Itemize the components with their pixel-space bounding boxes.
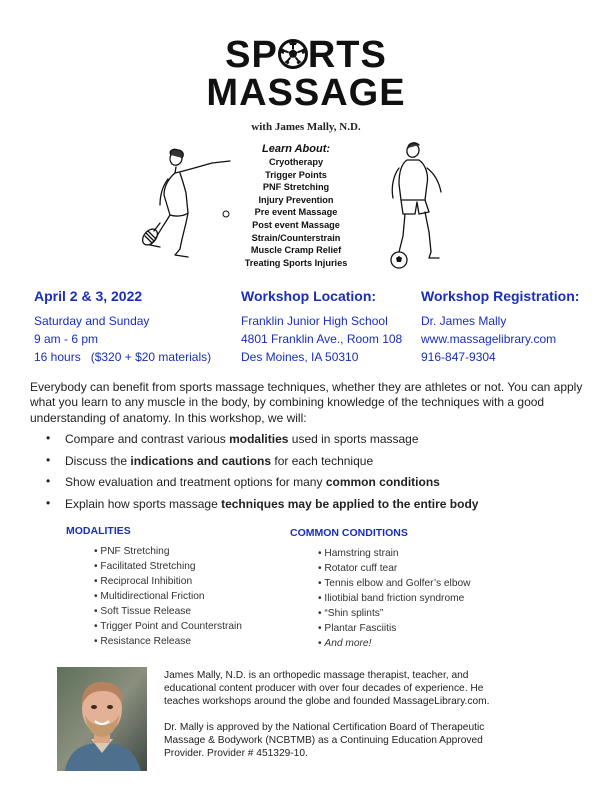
list-item: • Resistance Release xyxy=(94,636,192,647)
registration-phone: 916-847-9304 xyxy=(421,350,496,364)
location-heading: Workshop Location: xyxy=(241,288,377,304)
learn-topic: Trigger Points xyxy=(265,169,327,180)
registration-column xyxy=(421,288,601,366)
registration-heading: Workshop Registration: xyxy=(421,288,580,304)
list-item: • Iliotibial band friction syndrome xyxy=(318,593,465,604)
list-item: • Explain how sports massage techniques may be applied to the entire body xyxy=(46,495,479,511)
bullet-dot-icon: • xyxy=(46,452,51,467)
list-item: • PNF Stretching xyxy=(94,546,170,557)
registration-website-link[interactable]: www.massagelibrary.com xyxy=(421,332,557,346)
learn-about-heading: Learn About: xyxy=(261,143,331,155)
learn-topic: Strain/Counterstrain xyxy=(251,232,341,243)
bullet-dot-icon: • xyxy=(46,495,51,510)
location-line: 4801 Franklin Ave., Room 108 xyxy=(241,332,403,346)
learn-topic: Treating Sports Injuries xyxy=(244,257,348,268)
bullet-dot-icon: • xyxy=(46,474,51,488)
list-item: • Plantar Fasciitis xyxy=(318,623,397,634)
list-item: • “Shin splints” xyxy=(318,608,384,619)
bio-paragraph: James Mally, N.D. is an orthopedic massage therapist, teacher, and educational content producer with over four decades of experience. He teaches workshops around the globe and founded MassageLibrary.com. xyxy=(164,670,490,707)
soccer-ball-icon xyxy=(278,36,308,66)
dates-line: 9 am - 6 pm xyxy=(34,332,99,346)
list-item: • Facilitated Stretching xyxy=(94,561,196,572)
dates-line: Saturday and Sunday xyxy=(34,314,150,328)
conditions-section xyxy=(290,527,530,651)
list-item: • Show evaluation and treatment options for many common conditions xyxy=(46,474,440,489)
bio-paragraph: Dr. Mally is approved by the National Certification Board of Therapeutic Massage & Bodywork (NCBTMB) as a Continuing Education Approved Provider. Provider # 451329-10. xyxy=(164,722,485,759)
soccer-player-illustration xyxy=(385,140,460,270)
conditions-heading: COMMON CONDITIONS xyxy=(290,527,408,539)
learn-topic: PNF Stretching xyxy=(262,182,330,193)
list-item: • Trigger Point and Counterstrain xyxy=(94,621,242,632)
dates-column xyxy=(34,288,234,366)
list-item: • Soft Tissue Release xyxy=(94,606,192,617)
instructor-photo xyxy=(57,667,147,771)
dates-line: 16 hours ($320 + $20 materials) xyxy=(34,350,212,364)
registration-name: Dr. James Mally xyxy=(421,314,507,328)
byline: with James Mally, N.D. xyxy=(251,121,361,133)
learn-topic: Post event Massage xyxy=(252,219,340,230)
learn-topic: Injury Prevention xyxy=(258,194,334,205)
list-item: • Reciprocal Inhibition xyxy=(94,576,193,587)
list-item: • Tennis elbow and Golfer’s elbow xyxy=(318,578,471,589)
learn-about-list xyxy=(226,142,366,269)
workshop-bullets xyxy=(44,432,594,518)
list-item: • Rotator cuff tear xyxy=(318,563,398,574)
dates-heading: April 2 & 3, 2022 xyxy=(34,288,143,304)
instructor-bio xyxy=(164,669,514,773)
bullet-dot-icon: • xyxy=(46,431,51,445)
list-item: • And more! xyxy=(318,638,372,649)
modalities-heading: MODALITIES xyxy=(66,525,131,537)
learn-topic: Muscle Cramp Relief xyxy=(250,245,342,256)
list-item: • Compare and contrast various modalities used in sports massage xyxy=(46,431,419,446)
intro-paragraph: Everybody can benefit from sports massage techniques, whether they are athletes or not. You can apply what you learn to any muscle in the body, by combining knowledge of the techniques with a good understanding of anatomy. In this workshop, we will: xyxy=(30,380,583,425)
list-item: • Hamstring strain xyxy=(318,548,399,559)
title-sports: SP RTS xyxy=(225,34,387,76)
modalities-section xyxy=(66,525,276,649)
learn-topic: Cryotherapy xyxy=(268,157,324,167)
title-massage: MASSAGE xyxy=(206,72,406,114)
tennis-player-illustration xyxy=(140,145,235,270)
learn-topic: Pre event Massage xyxy=(254,207,338,218)
location-column xyxy=(241,288,421,366)
location-line: Franklin Junior High School xyxy=(241,314,388,328)
list-item: • Multidirectional Friction xyxy=(94,591,205,602)
location-line: Des Moines, IA 50310 xyxy=(241,350,359,364)
list-item: • Discuss the indications and cautions for each technique xyxy=(46,452,374,468)
